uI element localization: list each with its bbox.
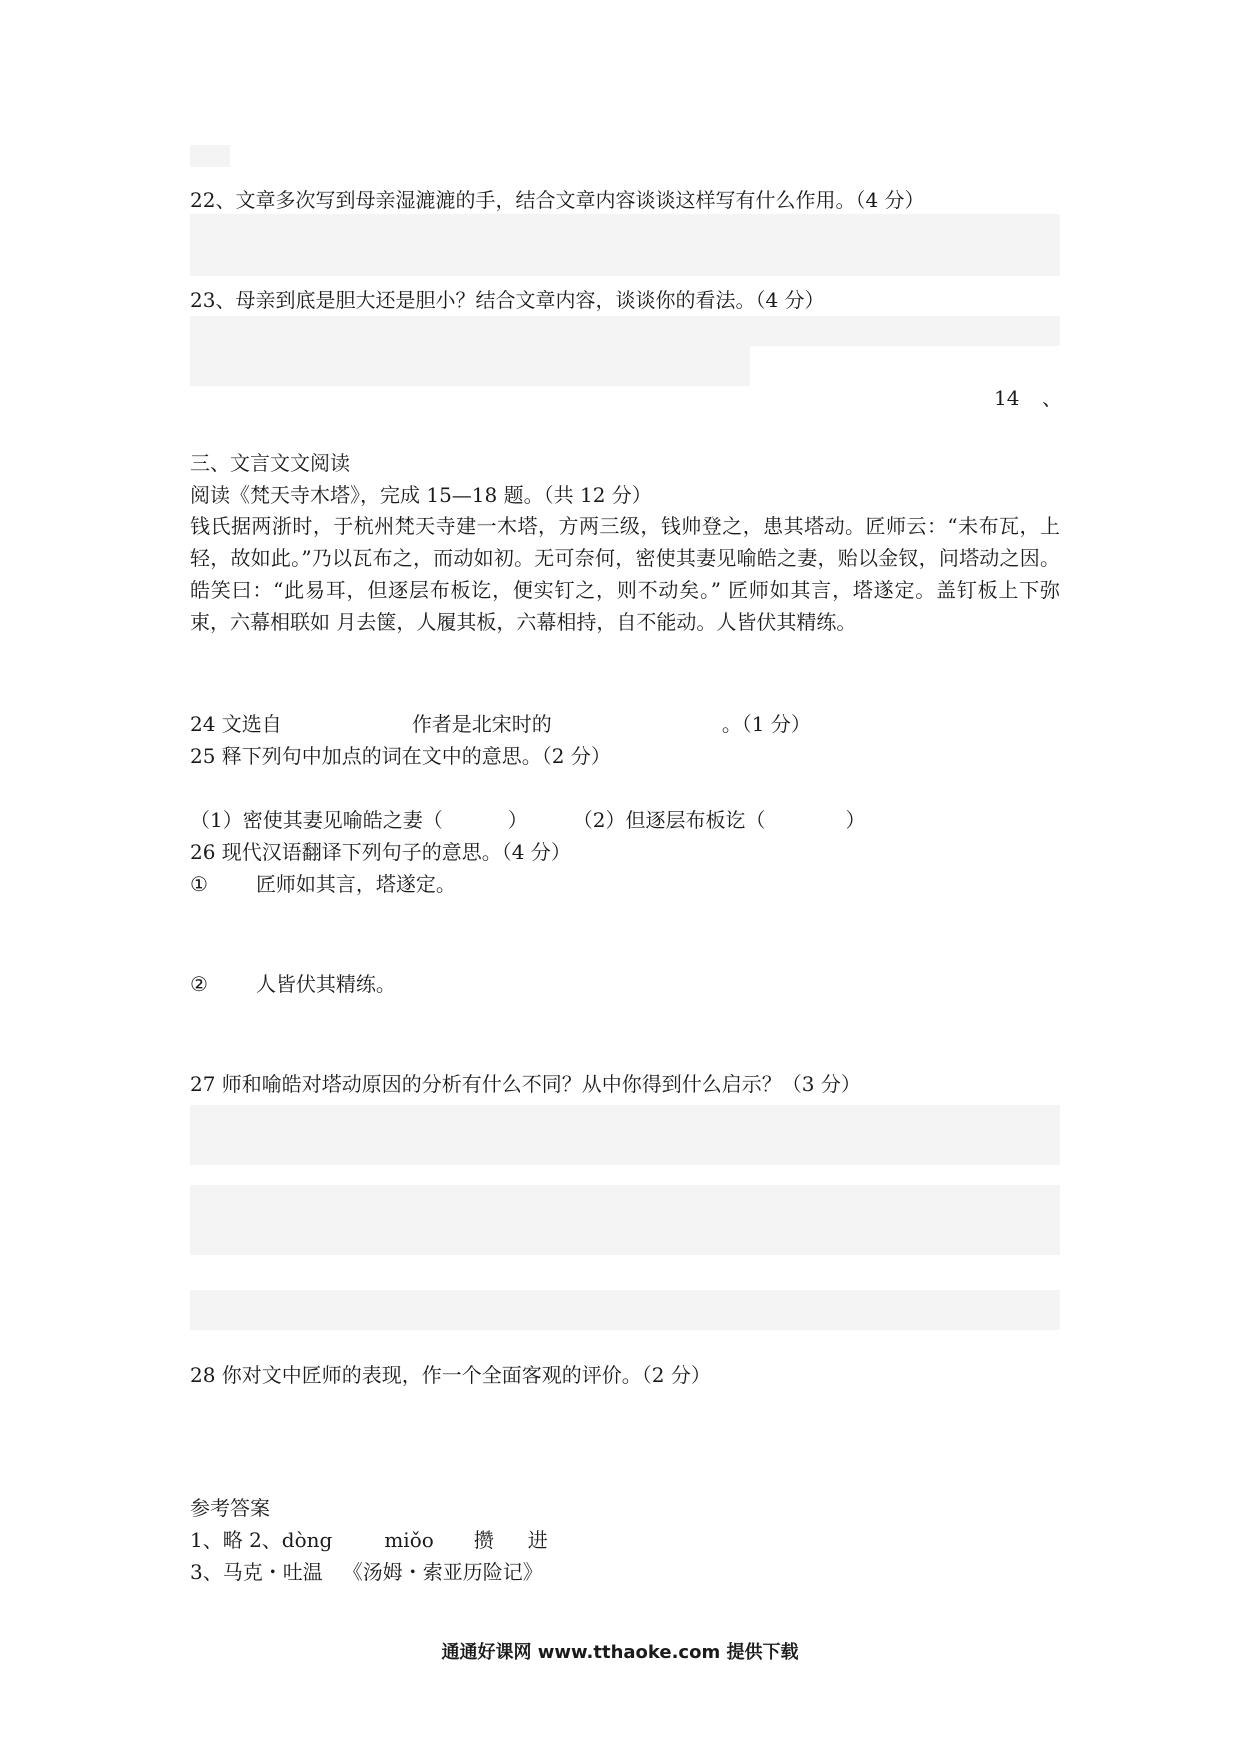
q26-item-1 (190, 872, 456, 896)
question-25-items (190, 808, 865, 832)
q25-item1: （1）密使其妻见喻皓之妻（ (190, 808, 443, 832)
answer-pinyin: miǒo (384, 1528, 434, 1552)
stray-number: 14 (994, 386, 1020, 410)
q24-part1: 24 文选自 (190, 712, 282, 736)
answer-book: 《汤姆・索亚历险记》 (342, 1560, 543, 1584)
question-25: 25 释下列句中加点的词在文中的意思。（2 分） (190, 744, 611, 768)
scan-shade (190, 145, 230, 167)
scan-shade (190, 1105, 1060, 1165)
answer-char-2: 进 (527, 1528, 548, 1552)
classical-passage: 钱氏据两浙时，于杭州梵天寺建一木塔，方两三级，钱帅登之，患其塔动。匠师云：“未布瓦，上轻，故如此。”乃以瓦布之，而动如初。无可奈何，密使其妻见喻皓之妻，贻以金钗，问塔动之因。皓笑曰：“此易耳，但逐层布板讫，便实钉之，则不动矣。” 匠师如其言，塔遂定。盖钉板上下弥束，六幕相联如 月去箧，人履其板，六幕相持，自不能动。人皆伏其精练。 (190, 514, 1060, 634)
q26-marker: ① (190, 872, 208, 896)
scan-shade (190, 1290, 1060, 1330)
q24-part2: 作者是北宋时的 (411, 712, 552, 736)
question-26: 26 现代汉语翻译下列句子的意思。（4 分） (190, 840, 571, 864)
q25-item2: （2）但逐层布板讫（ (572, 808, 766, 832)
reading-intro: 阅读《梵天寺木塔》，完成 15—18 题。（共 12 分） (190, 483, 652, 507)
q25-item1-close: ） (507, 808, 528, 832)
question-28: 28 你对文中匠师的表现，作一个全面客观的评价。（2 分） (190, 1363, 711, 1387)
scan-shade (190, 316, 1060, 346)
answer-author: 3、马克・吐温 (190, 1560, 323, 1584)
q26-sentence: 匠师如其言，塔遂定。 (255, 872, 456, 896)
answer-1-2: 1、略 2、dòng (190, 1528, 333, 1552)
question-22: 22、文章多次写到母亲湿漉漉的手，结合文章内容谈谈这样写有什么作用。（4 分） (190, 188, 925, 212)
q25-item2-close: ） (845, 808, 866, 832)
scan-shade (190, 214, 1060, 276)
q24-part3: 。（1 分） (721, 712, 811, 736)
question-27: 27 师和喻皓对塔动原因的分析有什么不同？从中你得到什么启示？（3 分） (190, 1072, 861, 1096)
scan-shade (190, 1185, 1060, 1255)
answers-title: 参考答案 (190, 1496, 270, 1520)
stray-mark: 、 (1042, 386, 1062, 410)
question-23: 23、母亲到底是胆大还是胆小？结合文章内容，谈谈你的看法。（4 分） (190, 288, 825, 312)
q26-sentence: 人皆伏其精练。 (255, 972, 396, 996)
answers-line-1 (190, 1528, 548, 1552)
q26-item-2 (190, 972, 396, 996)
scan-shade (190, 346, 750, 386)
answers-line-2 (190, 1560, 543, 1584)
section-title: 三、文言文文阅读 (190, 451, 350, 475)
q26-marker: ② (190, 972, 208, 996)
footer-credit: 通通好课网 www.tthaoke.com 提供下载 (441, 1642, 799, 1663)
question-24 (190, 712, 811, 736)
answer-char-1: 攒 (473, 1528, 494, 1552)
